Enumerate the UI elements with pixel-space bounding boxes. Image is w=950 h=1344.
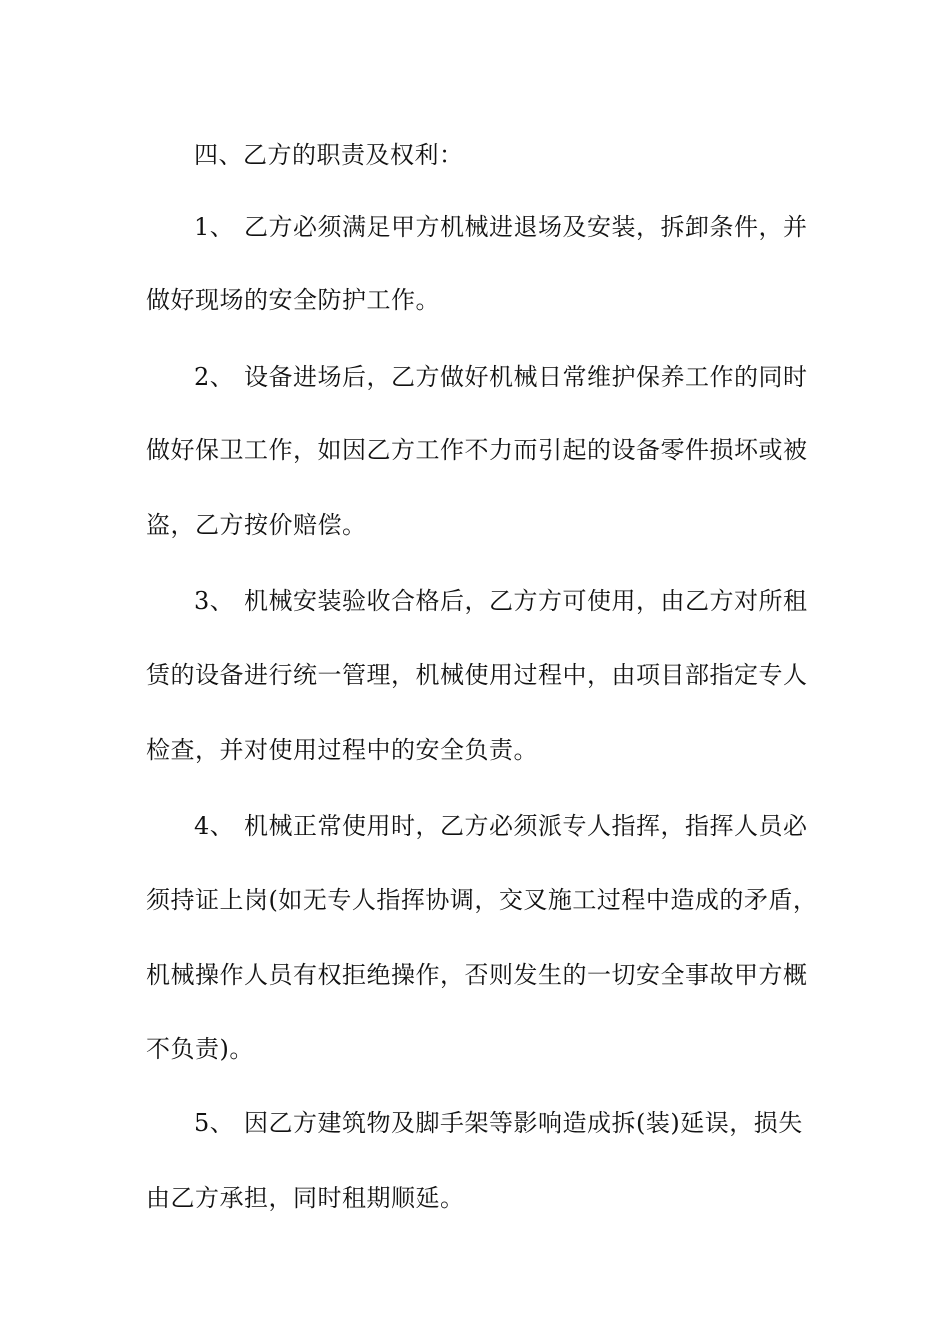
list-item-3-first-line: [194, 585, 854, 617]
section-heading: 四、乙方的职责及权利：: [194, 141, 464, 169]
item-text: 乙方必须满足甲方机械进退场及安装，拆卸条件，并: [244, 213, 808, 241]
list-item-4-line: 机械操作人员有权拒绝操作，否则发生的一切安全事故甲方概: [146, 961, 808, 989]
list-item-1-first-line: [194, 211, 854, 243]
item-text: 因乙方建筑物及脚手架等影响造成拆(装)延误，损失: [244, 1109, 803, 1137]
item-number: 2、: [194, 363, 235, 391]
list-item-5-line: 由乙方承担，同时租期顺延。: [146, 1184, 465, 1212]
list-item-3-line: 赁的设备进行统一管理，机械使用过程中，由项目部指定专人: [146, 661, 808, 689]
item-number: 4、: [194, 812, 235, 840]
list-item-1-line: 做好现场的安全防护工作。: [146, 286, 440, 314]
list-item-5-first-line: [194, 1107, 854, 1139]
list-item-2-line: 盗，乙方按价赔偿。: [146, 511, 367, 539]
item-text: 机械正常使用时，乙方必须派专人指挥，指挥人员必: [244, 812, 808, 840]
item-number: 3、: [194, 587, 235, 615]
item-number: 1、: [194, 213, 235, 241]
list-item-3-line: 检查，并对使用过程中的安全负责。: [146, 736, 538, 764]
list-item-4-line: 不负责)。: [146, 1035, 254, 1063]
item-text: 机械安装验收合格后，乙方方可使用，由乙方对所租: [244, 587, 808, 615]
item-number: 5、: [194, 1109, 235, 1137]
list-item-4-first-line: [194, 810, 854, 842]
list-item-2-line: 做好保卫工作，如因乙方工作不力而引起的设备零件损坏或被: [146, 436, 808, 464]
list-item-2-first-line: [194, 361, 854, 393]
item-text: 设备进场后，乙方做好机械日常维护保养工作的同时: [244, 363, 808, 391]
list-item-4-line: 须持证上岗(如无专人指挥协调，交叉施工过程中造成的矛盾，: [146, 886, 818, 914]
